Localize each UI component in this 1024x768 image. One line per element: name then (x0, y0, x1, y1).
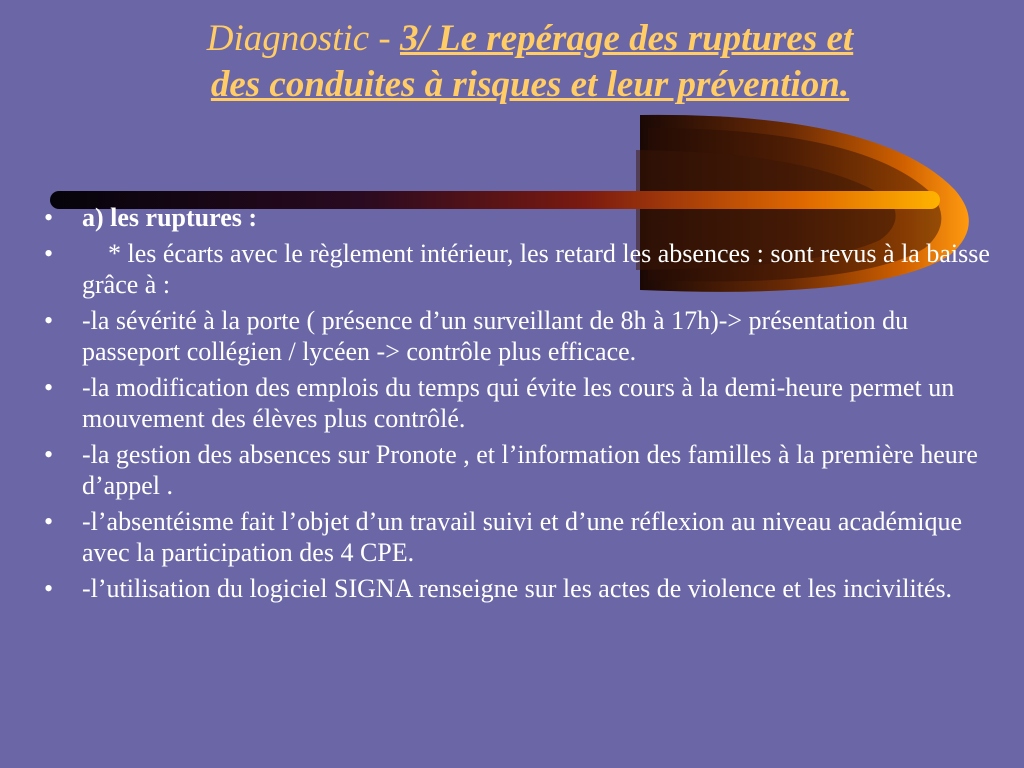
bullet-icon: • (44, 203, 54, 232)
list-item (44, 305, 994, 367)
bullet-icon: • (44, 574, 54, 603)
bullet-icon: • (44, 306, 54, 335)
slide-title (60, 16, 1000, 108)
title-line-1 (60, 16, 1000, 62)
bullet-icon: • (44, 373, 54, 402)
list-item (44, 202, 994, 233)
bullet-list (44, 202, 997, 609)
bullet-icon: • (44, 507, 54, 536)
list-item-text: -l’utilisation du logiciel SIGNA renseigne sur les actes de violence et les incivilités. (82, 574, 953, 603)
list-item-text: -la gestion des absences sur Pronote , et l’information des familles à la première heure d’appel . (82, 440, 978, 500)
title-heading-part2: des conduites à risques et leur prévention. (210, 64, 850, 105)
list-item-text: -la modification des emplois du temps qui évite les cours à la demi-heure permet un mouvement des élèves plus contrôlé. (82, 373, 955, 433)
title-heading-part1: 3/ Le repérage des ruptures et (400, 18, 854, 59)
list-item-text: -la sévérité à la porte ( présence d’un surveillant de 8h à 17h)-> présentation du passeport collégien / lycéen -> contrôle plus efficace. (82, 306, 909, 366)
bullet-icon: • (44, 440, 54, 469)
list-item (44, 372, 994, 434)
bullet-icon: • (44, 239, 54, 268)
list-item (44, 506, 994, 568)
list-item-text: -l’absentéisme fait l’objet d’un travail suivi et d’une réflexion au niveau académique avec la participation des 4 CPE. (82, 507, 963, 567)
list-item (44, 439, 994, 501)
list-item-text: * les écarts avec le règlement intérieur, les retard les absences : sont revus à la baisse grâce à : (82, 239, 997, 299)
list-item (44, 238, 997, 300)
list-item (44, 573, 994, 604)
list-item-text: a) les ruptures : (82, 203, 258, 232)
title-prefix: Diagnostic - (206, 18, 400, 59)
